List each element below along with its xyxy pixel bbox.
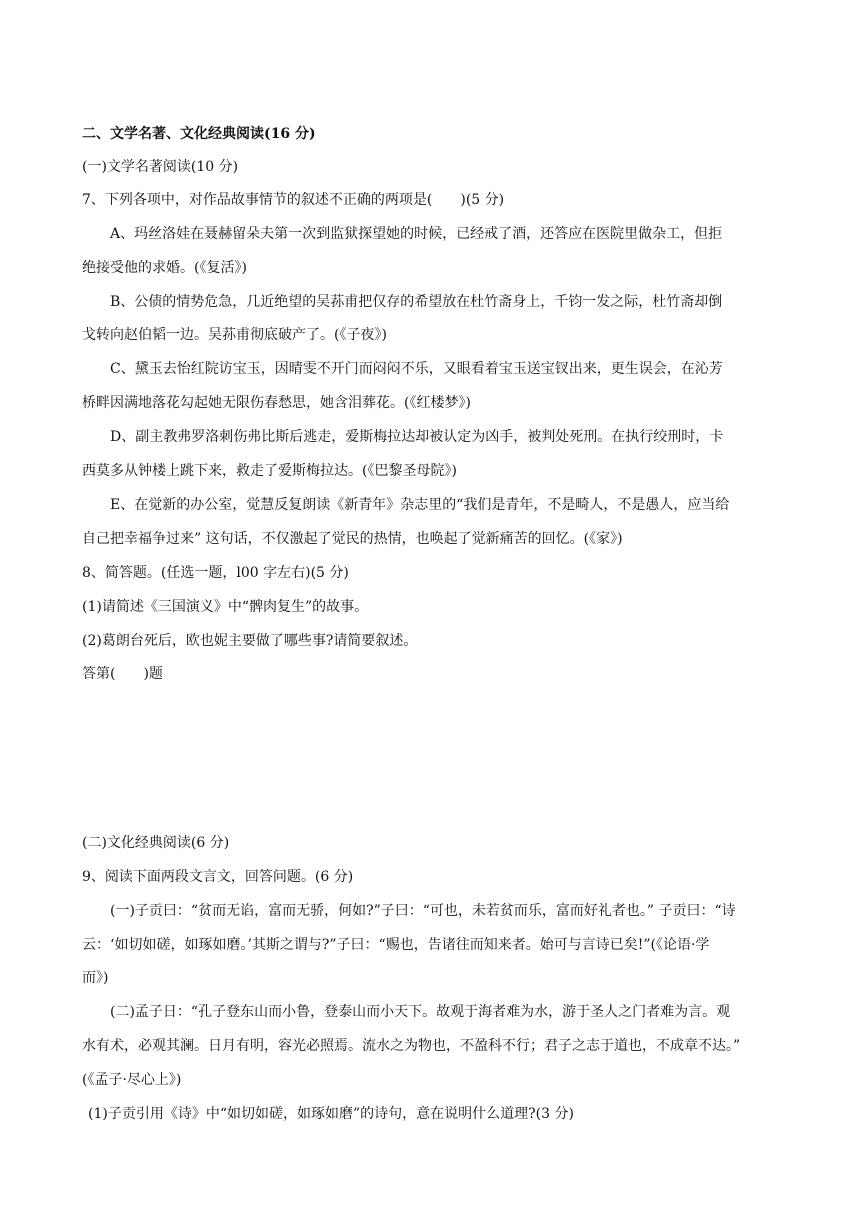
answer-choice-line: 答第( )题 — [82, 666, 163, 682]
option-c-line-1: C、黛玉去怡红院访宝玉，因晴雯不开门而闷闷不乐，又眼看着宝玉送宝钗出来，更生误会，在沁芳 — [110, 361, 723, 377]
option-e-line-2: 自己把幸福争过来” 这句话，不仅激起了觉民的热情，也唤起了觉新痛苦的回忆。(《家》) — [82, 531, 623, 547]
question-8-stem: 8、简答题。(任选一题，l00 字左右)(5 分) — [82, 565, 349, 581]
question-9-sub-1: (1)子贡引用《诗》中“如切如磋，如琢如磨”的诗句，意在说明什么道理?(3 分) — [88, 1106, 574, 1122]
section-heading: 二、文学名著、文化经典阅读(16 分) — [82, 126, 316, 142]
option-d-line-2: 西莫多从钟楼上跳下来，救走了爱斯梅拉达。(《巴黎圣母院》) — [82, 463, 457, 479]
passage-1-line-2: 云：‘如切如磋，如琢如磨。’其斯之谓与?”子曰：“赐也，告诸往而知来者。始可与言诗已矣!”(《论语·学 — [82, 937, 710, 953]
option-e-line-1: E、在觉新的办公室，觉慧反复朗读《新青年》杂志里的“我们是青年，不是畸人，不是愚人，应当给 — [110, 497, 730, 513]
passage-1-line-3: 而》) — [82, 970, 109, 986]
question-7-stem: 7、下列各项中，对作品故事情节的叙述不正确的两项是( )(5 分) — [82, 192, 505, 208]
subsection-heading-2: (二)文化经典阅读(6 分) — [82, 835, 230, 851]
option-a-line-2: 绝接受他的求婚。(《复活》) — [82, 260, 247, 276]
option-b-line-2: 戈转向赵伯韬一边。吴荪甫彻底破产了。(《子夜》) — [82, 327, 387, 343]
option-c-line-2: 桥畔因满地落花勾起她无限伤春愁思，她含泪葬花。(《红楼梦》) — [82, 395, 471, 411]
option-a-line-1: A、玛丝洛娃在聂赫留朵夫第一次到监狱探望她的时候，已经戒了酒，还答应在医院里做杂工，但拒 — [110, 226, 723, 242]
passage-1-line-1: (一)子贡曰：“贫而无谄，富而无骄，何如?”子曰：“可也，未若贫而乐，富而好礼者也。” 子贡曰：“诗 — [110, 903, 736, 919]
option-d-line-1: D、副主教弗罗洛刺伤弗比斯后逃走，爱斯梅拉达却被认定为凶手，被判处死刑。在执行绞刑时，卡 — [110, 429, 724, 445]
question-9-stem: 9、阅读下面两段文言文，回答问题。(6 分) — [82, 869, 354, 885]
option-b-line-1: B、公债的情势危急，几近绝望的吴荪甫把仅存的希望放在杜竹斋身上，千钧一发之际，杜竹斋却倒 — [110, 294, 723, 310]
passage-2-line-3: (《孟子·尽心上》) — [82, 1072, 182, 1088]
subsection-heading: (一)文学名著阅读(10 分) — [82, 159, 239, 175]
passage-2-line-2: 水有术，必观其澜。日月有明，容光必照焉。流水之为物也，不盈科不行；君子之志于道也，不成章不达。” — [82, 1038, 741, 1054]
question-8-part-2: (2)葛朗台死后，欧也妮主要做了哪些事?请简要叙述。 — [82, 633, 418, 649]
question-8-part-1: (1)请简述《三国演义》中“髀肉复生”的故事。 — [82, 599, 369, 615]
passage-2-line-1: (二)孟子日：“孔子登东山而小鲁，登泰山而小天下。故观于海者难为水，游于圣人之门者难为言。观 — [110, 1004, 731, 1020]
